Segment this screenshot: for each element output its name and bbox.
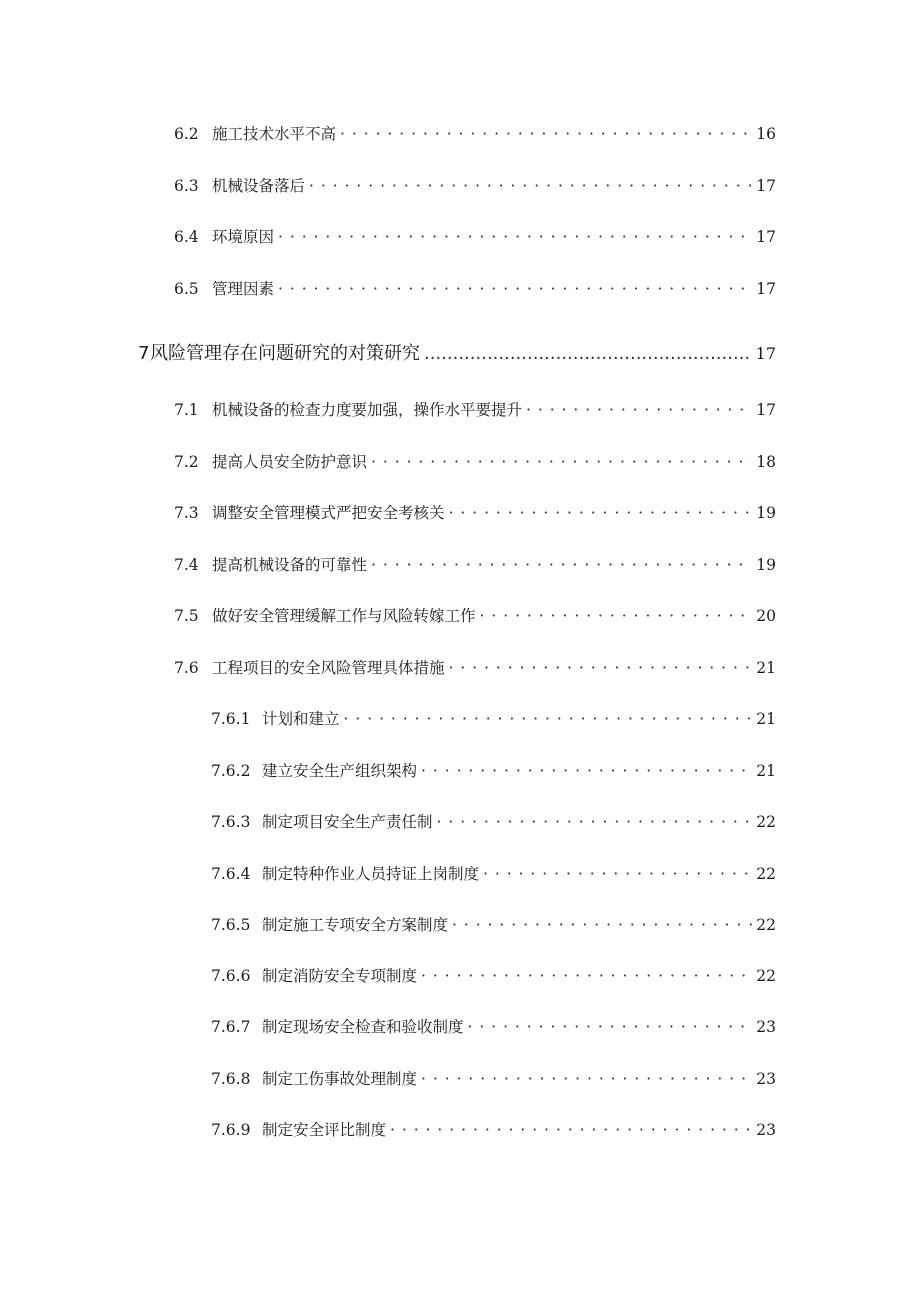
toc-page-number: 17 — [756, 280, 776, 298]
toc-title: 制定施工专项安全方案制度 — [262, 916, 449, 934]
toc-entry-7-6-5[interactable] — [211, 913, 776, 935]
toc-entry-7-6-9[interactable] — [211, 1118, 776, 1140]
toc-page-number: 22 — [756, 916, 776, 934]
toc-page-number: 21 — [756, 659, 776, 677]
toc-title: 管理因素 — [212, 280, 275, 298]
toc-title: 制定现场安全检查和验收制度 — [262, 1018, 464, 1036]
toc-number: 6.3 — [174, 177, 199, 195]
toc-title: 做好安全管理缓解工作与风险转嫁工作 — [212, 607, 476, 625]
toc-number: 7.1 — [174, 401, 199, 419]
toc-entry-7-6-6[interactable] — [211, 964, 776, 986]
toc-entry-7-3[interactable] — [174, 501, 776, 523]
toc-number: 7.6.4 — [211, 865, 251, 883]
toc-page-number: 16 — [756, 125, 776, 143]
toc-page-number: 19 — [756, 556, 776, 574]
toc-title: 环境原因 — [212, 228, 275, 246]
toc-title: 机械设备的检查力度要加强，操作水平要提升 — [212, 401, 523, 419]
dot-leader — [278, 228, 752, 246]
toc-entry-7-6-2[interactable] — [211, 759, 776, 781]
toc-entry-7-4[interactable] — [174, 553, 776, 575]
dot-leader — [449, 659, 753, 677]
toc-number: 7.6 — [174, 659, 199, 677]
dot-leader — [483, 865, 752, 883]
toc-entry-7-6-3[interactable] — [211, 810, 776, 832]
toc-number: 7.6.7 — [211, 1018, 251, 1036]
toc-page-number: 22 — [756, 967, 776, 985]
toc-entry-6-5[interactable] — [174, 277, 776, 299]
dot-leader — [371, 453, 752, 471]
dot-leader — [480, 607, 753, 625]
toc-title: 工程项目的安全风险管理具体措施 — [212, 659, 445, 677]
toc-page-number: 17 — [756, 177, 776, 195]
toc-page-number: 23 — [756, 1121, 776, 1139]
toc-title: 制定工伤事故处理制度 — [262, 1070, 418, 1088]
toc-title: 风险管理存在问题研究的对策研究 — [150, 343, 420, 364]
dot-leader — [421, 1070, 752, 1088]
toc-entry-6-3[interactable] — [174, 174, 776, 196]
toc-title: 计划和建立 — [262, 710, 340, 728]
toc-title: 提高机械设备的可靠性 — [212, 556, 368, 574]
toc-number: 7 — [138, 343, 150, 364]
dot-leader — [452, 916, 752, 934]
toc-entry-6-4[interactable] — [174, 225, 776, 247]
toc-number: 7.6.6 — [211, 967, 251, 985]
toc-entry-6-2[interactable] — [174, 122, 776, 144]
toc-number: 7.4 — [174, 556, 199, 574]
dot-leader — [468, 1018, 753, 1036]
toc-title: 制定特种作业人员持证上岗制度 — [262, 865, 480, 883]
toc-entry-7-6-4[interactable] — [211, 862, 776, 884]
dot-leader — [526, 401, 752, 419]
toc-page-number: 23 — [756, 1018, 776, 1036]
toc-page-number: 17 — [755, 344, 776, 363]
toc-page-number: 23 — [756, 1070, 776, 1088]
toc-title: 制定消防安全专项制度 — [262, 967, 418, 985]
toc-page-number: 19 — [756, 504, 776, 522]
toc-page-number: 21 — [756, 762, 776, 780]
dot-leader — [309, 177, 752, 195]
toc-title: 建立安全生产组织架构 — [262, 762, 418, 780]
toc-entry-7-6-1[interactable] — [211, 707, 776, 729]
toc-number: 6.4 — [174, 228, 199, 246]
dot-leader — [421, 967, 752, 985]
toc-number: 7.6.5 — [211, 916, 251, 934]
dot-leader — [340, 125, 752, 143]
toc-number: 7.6.1 — [211, 710, 251, 728]
toc-title: 提高人员安全防护意识 — [212, 453, 368, 471]
toc-page-number: 17 — [756, 401, 776, 419]
toc-entry-7-6-8[interactable] — [211, 1067, 776, 1089]
toc-entry-7-1[interactable] — [174, 398, 776, 420]
dot-leader — [344, 710, 753, 728]
toc-number: 6.5 — [174, 280, 199, 298]
dot-leader — [371, 556, 752, 574]
toc-number: 7.6.3 — [211, 813, 251, 831]
toc-title: 制定安全评比制度 — [262, 1121, 387, 1139]
toc-number: 7.3 — [174, 504, 199, 522]
dot-leader — [278, 280, 752, 298]
dot-leader — [449, 504, 753, 522]
toc-number: 7.6.2 — [211, 762, 251, 780]
toc-page-number: 22 — [756, 865, 776, 883]
toc-number: 7.2 — [174, 453, 199, 471]
toc-title: 施工技术水平不高 — [212, 125, 337, 143]
dot-leader — [390, 1121, 752, 1139]
toc-page-number: 22 — [756, 813, 776, 831]
toc-number: 7.6.9 — [211, 1121, 251, 1139]
toc-entry-7-6[interactable] — [174, 656, 776, 678]
toc-entry-7-2[interactable] — [174, 450, 776, 472]
toc-entry-7[interactable] — [138, 339, 776, 365]
toc-title: 制定项目安全生产责任制 — [262, 813, 433, 831]
toc-number: 7.6.8 — [211, 1070, 251, 1088]
dot-leader — [424, 343, 752, 364]
dot-leader — [437, 813, 753, 831]
toc-entry-7-5[interactable] — [174, 604, 776, 626]
toc-page-number: 18 — [756, 453, 776, 471]
toc-title: 调整安全管理模式严把安全考核关 — [212, 504, 445, 522]
toc-page-number: 20 — [756, 607, 776, 625]
toc-page-number: 21 — [756, 710, 776, 728]
toc-number: 7.5 — [174, 607, 199, 625]
dot-leader — [421, 762, 752, 780]
toc-title: 机械设备落后 — [212, 177, 306, 195]
toc-number: 6.2 — [174, 125, 199, 143]
toc-entry-7-6-7[interactable] — [211, 1015, 776, 1037]
toc-page-number: 17 — [756, 228, 776, 246]
